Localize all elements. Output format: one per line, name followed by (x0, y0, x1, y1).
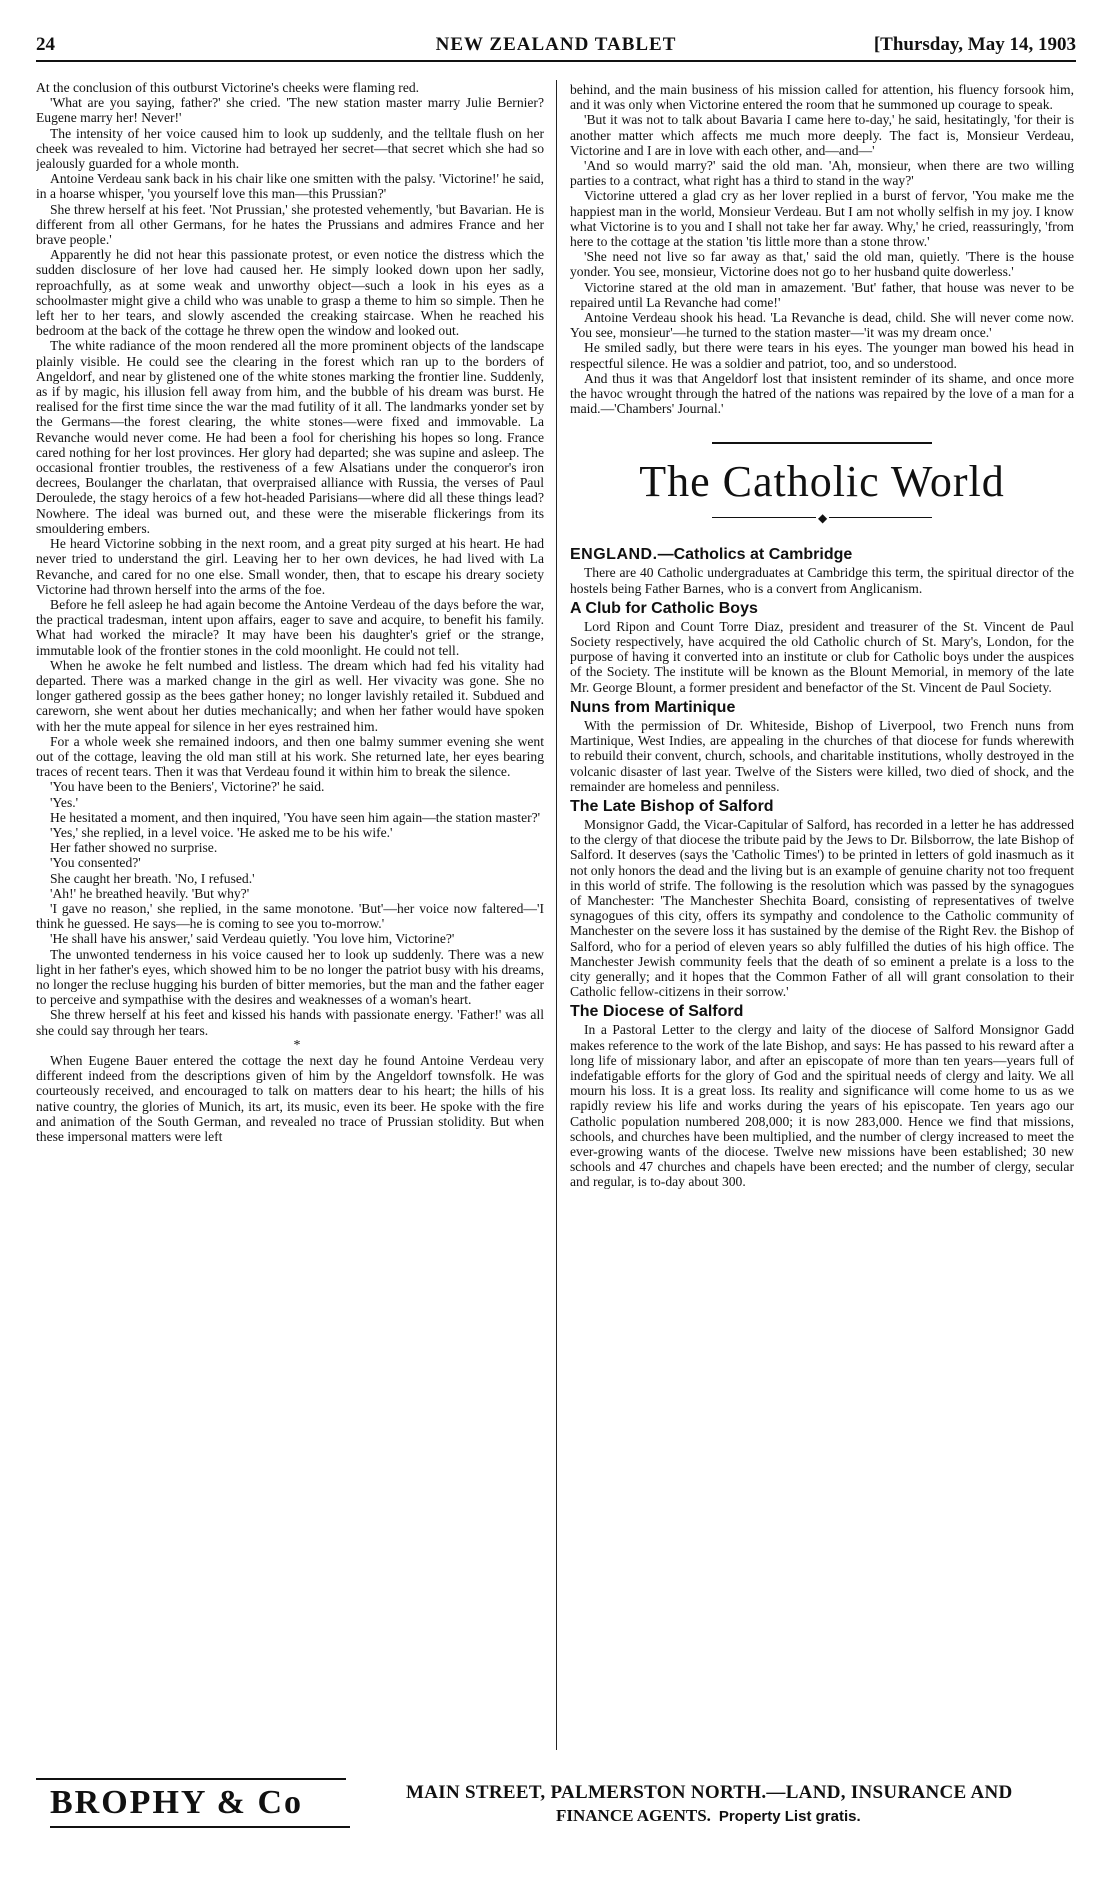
story-paragraph: 'What are you saying, father?' she cried. 'The new station master marry Julie Bernier? Eugene marry her! Never!' (36, 95, 544, 126)
story-paragraph: 'Ah!' he breathed heavily. 'But why?' (50, 885, 250, 901)
page-number: 24 (36, 34, 55, 55)
story-paragraph: 'You consented?' (50, 855, 141, 871)
left-column (36, 80, 544, 1750)
story-paragraph: Her father showed no surprise. (50, 840, 218, 856)
ornament-divider (712, 512, 932, 524)
news-paragraph: Monsignor Gadd, the Vicar-Capitular of Salford, has recorded in a letter he has addressed to the clergy of that diocese the tribute paid by the Jews to Dr. Bilsborrow, the late Bishop of Salford. It deserves (says the 'Catholic Times') to be printed in letters of gold inasmuch as it not only honors the dead and the living but is an example of genuine charity not too frequent in this world of strife. The following is the resolution which was passed by the synagogues of Manchester: 'The Manchester Shechita Board, consisting of representatives of twelve synagogues of this city, offers its sympathy and condolence to the Catholic community of Manchester on the severe loss it has sustained by the demise of the Right Rev. the Bishop of Salford, who for a period of eleven years so ably fulfilled the duties of his high office. The Manchester Jewish community feels that the death of so eminent a prelate is a loss to the city generally; and it hopes that the Common Father of all will grant consolation to their Catholic fellow-citizens in their sorrow.' (570, 816, 1074, 1000)
story-paragraph: For a whole week she remained indoors, and then one balmy summer evening she went out of the cottage, leaving the old man still at his work. She returned late, her eyes bearing traces of recent tears. Then it was that Verdeau found it within him to break the silence. (36, 733, 544, 780)
story-paragraph: The white radiance of the moon rendered all the more prominent objects of the landscape plainly visible. He could see the clearing in the forest which ran up to the borders of Angeldorf, and near by glistened one of the white stones marking the frontier line. Suddenly, as if by magic, his illusion fell away from him, and the bubble of his dream was burst. He realised for the first time since the war the mad futility of it all. The landmarks yonder set by the Germans—the forest clearing, the white stones—were fixed and immovable. La Revanche would never come. He had been a fool for cherishing his hopes so long. France cared nothing for her lost provinces. Her glory had departed; she was supine and asleep. The occasional frontier troubles, the restiveness of a few Alsatians under the conqueror's iron decrees, Boulanger the charlatan, that overpraised alliance with Russia, the verses of Paul Deroulede, the stagy heroics of a few hot-headed Parisians—where did all these things lead? Nowhere. The ideal was burned out, and these were the miserable flickerings from its smouldering embers. (36, 338, 544, 536)
news-heading (570, 1003, 1074, 1021)
story-paragraph: She threw herself at his feet. 'Not Prussian,' she protested vehemently, 'but Bavarian. He is different from all other Germans, for he hates the Prussians and admires France and her brave people.' (36, 201, 544, 248)
page-header (36, 32, 1076, 62)
story-paragraph: 'And so would marry?' said the old man. 'Ah, monsieur, when there are two willing parties to a contract, what right has a third to stand in the way?' (570, 158, 1074, 189)
news-heading-text: A Club for Catholic Boys (570, 599, 758, 617)
column-divider (556, 80, 557, 1750)
story-paragraph: She threw herself at his feet and kissed his hands with passionate energy. 'Father!' was all she could say through her tears. (36, 1007, 544, 1038)
issue-date: [Thursday, May 14, 1903 (873, 34, 1076, 55)
advertisement-line-2: FINANCE AGENTS. Property List gratis. (556, 1806, 861, 1825)
news-paragraph: With the permission of Dr. Whiteside, Bishop of Liverpool, two French nuns from Martinique, West Indies, are appealing in the churches of that diocese for funds wherewith to rebuild their convent, church, schools, and charitable institutions, wholly destroyed in the volcanic disaster of last year. Twelve of the Sisters were killed, two died of shock, and the remainder are homeless and penniless. (570, 717, 1074, 794)
story-paragraph: 'I gave no reason,' she replied, in the same monotone. 'But'—her voice now faltered—'I think he guessed. He says—he is coming to see you to-morrow.' (36, 900, 544, 932)
story-paragraph: She caught her breath. 'No, I refused.' (50, 870, 255, 886)
story-paragraph: 'But it was not to talk about Bavaria I came here to-day,' he said, hesitatingly, 'for their is another matter which affects me much more deeply. The fact is, Monsieur Verdeau, Victorine and I are in love with each other, and—and—' (570, 112, 1074, 158)
news-heading-text: The Diocese of Salford (570, 1003, 744, 1021)
story-paragraph: When he awoke he felt numbed and listless. The dream which had fed his vitality had departed. There was a marked change in the girl as well. Her vivacity was gone. She no longer gathered gossip as the bees gather honey; no longer lavishly retailed it. Subdued and careworn, she went about her duties mechanically; and when her father would have spoken with her the mute appeal for silence in her eyes restrained him. (36, 657, 544, 734)
news-heading-text: Nuns from Martinique (570, 698, 736, 716)
section-title: The Catholic World (639, 457, 1005, 507)
news-paragraph: In a Pastoral Letter to the clergy and laity of the diocese of Salford Monsignor Gadd makes reference to the work of the late Bishop, and says: He has passed to his reward after a long life of missionary labor, and after an episcopate of more than ten years—years full of indefatigable efforts for the glory of God and the spiritual needs of clergy and laity. We all mourn his loss. It is a great loss. Its reality and significance will come home to us as we rapidly review his life and works during the years of his episcopate. Ten years ago our Catholic population numbered 208,000; it is now 283,000. Hence we find that missions, schools, and churches have been multiplied, and the number of clergy increased to meet the ever-growing wants of the diocese. Twelve new missions have been established; 30 new schools and 47 churches and chapels have been erected; and the number of clergy, secular and regular, is to-day about 300. (570, 1022, 1074, 1190)
story-paragraph: He heard Victorine sobbing in the next room, and a great pity surged at his heart. He had never tried to understand the girl. Leaving her to her own devices, he had lived with La Revanche, and cared for no one else. Small wonder, then, that to escape his dreary society Victorine had thrown herself into the arms of the foe. (36, 536, 544, 597)
story-paragraph: 'You have been to the Beniers', Victorine?' he said. (50, 779, 325, 795)
publication-title: NEW ZEALAND TABLET (435, 34, 677, 55)
story-paragraph: 'Yes.' (50, 794, 79, 810)
story-paragraph: Antoine Verdeau sank back in his chair like one smitten with the palsy. 'Victorine!' he said, in a hoarse whisper, 'you yourself love this man—this Prussian?' (36, 171, 544, 202)
news-heading-text: The Late Bishop of Salford (570, 797, 774, 815)
story-paragraph: He hesitated a moment, and then inquired, 'You have seen him again—the station master?' (50, 809, 541, 825)
catholic-world-news (570, 546, 1074, 1189)
news-heading-text: —Catholics at Cambridge (657, 546, 853, 564)
story-paragraph: Before he fell asleep he had again become the Antoine Verdeau of the days before the war, the practical tradesman, intent upon affairs, eager to save and acquire, to benefit his family. What had worked the miracle? It may have been his daughter's grief or the strange, immutable look of the frontier stones in the cold moonlight. He could not tell. (36, 596, 544, 658)
diamond-ornament-icon: ◆ (818, 511, 828, 526)
advertisement (36, 1778, 1076, 1838)
news-heading (570, 699, 1074, 717)
story-paragraph: Apparently he did not hear this passionate protest, or even notice the distress which the sudden disclosure of her love had caused her. He simply looked down upon her sadly, reproachfully, as at some weak and unworthy object—such a look in his eyes as a schoolmaster might give a child who was unable to grasp a theme to him so simple. Then he left her to her tears, and slowly ascended the creaking staircase. When he reached his bedroom at the back of the cottage he threw open the window and looked out. (36, 247, 544, 339)
advertiser-name: BROPHY & Co (50, 1784, 304, 1821)
story-paragraph: At the conclusion of this outburst Victorine's cheeks were flaming red. (36, 80, 420, 95)
advertisement-line-1: MAIN STREET, PALMERSTON NORTH.—LAND, INSURANCE AND (406, 1782, 1013, 1803)
story-paragraph: 'Yes,' she replied, in a level voice. 'He asked me to be his wife.' (50, 824, 393, 840)
section-break: * (293, 1037, 301, 1053)
story-paragraph: Victorine stared at the old man in amazement. 'But' father, that house was never to be repaired until La Revanche had come!' (570, 279, 1074, 310)
section-rule (712, 442, 932, 444)
story-paragraph: When Eugene Bauer entered the cottage the next day he found Antoine Verdeau very different indeed from the descriptions given of him by the Angeldorf townsfolk. He was courteously received, and encouraged to talk on matters dear to his heart; the hills of his native country, the glories of Munich, its art, its music, even its beer. He spoke with the fire and animation of the South German, and revealed no trace of Prussian stolidity. But when these impersonal matters were left (36, 1053, 544, 1145)
story-paragraph: The intensity of her voice caused him to look up suddenly, and the telltale flush on her cheek was revealed to him. Victorine had betrayed her secret—that secret which she had so jealously guarded for a whole month. (36, 125, 544, 172)
story-paragraph: He smiled sadly, but there were tears in his eyes. The younger man bowed his head in respectful silence. He was a soldier and patriot, too, and so understood. (570, 340, 1074, 371)
news-heading (570, 798, 1074, 816)
news-heading (570, 600, 1074, 618)
story-paragraph: The unwonted tenderness in his voice caused her to look up suddenly. There was a new light in her father's eyes, which showed him to be no longer the patriot busy with his dreams, no longer the recluse hugging his burden of bitter memories, but the man and the father eager to perceive and sympathise with the desires and weaknesses of a woman's heart. (36, 946, 544, 1008)
advertisement-note: Property List gratis. (718, 1808, 861, 1825)
story-paragraph: And thus it was that Angeldorf lost that insistent reminder of its shame, and once more the havoc wrought through the hatred of the nations was repaired by the love of a man for a maid.—'Chambers' Journal.' (570, 370, 1074, 417)
story-continuation (570, 82, 1074, 416)
story-paragraph: Victorine uttered a glad cry as her lover replied in a burst of fervor, 'You make me the happiest man in the world, Monsieur Verdeau. But I am not wholly selfish in my joy. I know what Victorine is to you and I shall not take her far away. Why,' he cried, reassuringly, 'from here to the cottage at the station 'tis little more than a stone throw.' (570, 188, 1074, 250)
right-column (570, 82, 1074, 1742)
story-paragraph: 'She need not live so far away as that,' said the old man, quietly. 'There is the house yonder. You see, monsieur, Victorine does not go to her husband quite dowerless.' (570, 249, 1074, 280)
news-heading-region: ENGLAND. (570, 546, 658, 564)
news-heading (570, 546, 1074, 564)
story-paragraph: 'He shall have his answer,' said Verdeau quietly. 'You love him, Victorine?' (50, 931, 455, 947)
story-paragraph: Antoine Verdeau shook his head. 'La Revanche is dead, child. She will never come now. You see, monsieur'—he turned to the station master—'it was my dream once.' (570, 310, 1074, 341)
news-paragraph: Lord Ripon and Count Torre Diaz, president and treasurer of the St. Vincent de Paul Society respectively, have acquired the old Catholic church of St. Mary's, London, for the purpose of having it converted into an institute or club for Catholic boys under the auspices of the Society. The institute will be known as the Blount Memorial, in memory of the late Mr. George Blount, a former president and benefactor of the St. Vincent de Paul Society. (570, 618, 1074, 695)
story-paragraph: behind, and the main business of his mission called for attention, his fluency forsook him, and it was only when Victorine entered the room that he summoned up courage to speak. (570, 82, 1074, 113)
news-paragraph: There are 40 Catholic undergraduates at Cambridge this term, the spiritual director of the hostels being Father Barnes, who is a convert from Anglicanism. (570, 565, 1074, 596)
